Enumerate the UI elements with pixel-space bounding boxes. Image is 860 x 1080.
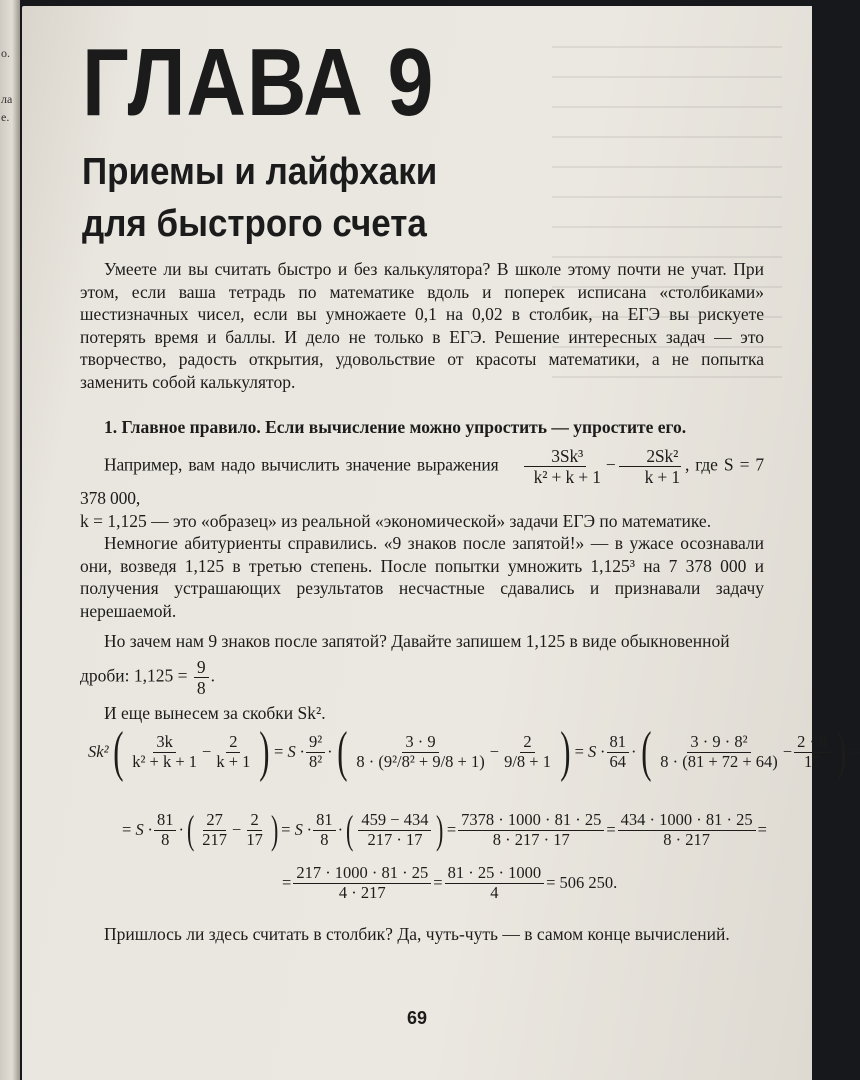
formula-line-1: Sk² ( $\frac{3k}{\text{k² + k + 1}}$ − $\frac{2}{k + 1}$ ) = S · $\frac{\text{9²}}{\text{8²}}$ · ( $\frac{3 \cdot 9}{\text{8 · (9²/8² + 9/8 + 1)}}$ − $\frac{2}{9/8 + 1}$ ) = S · $\frac{81}{64}$ · ( $\frac{\text{3 · 9 · 8²}}{8 \cdot (81 + 72 + 64)}$ − $\frac{2 \cdot 8}{17}$ ) = <box>88 721 860 783</box>
fraction: $\frac{\text{3Sk³}}{\text{k² + k + 1}}$ <box>507 446 604 487</box>
fraction: $\frac{2 \cdot 8}{17}$ <box>794 733 830 772</box>
fraction: $\frac{\text{3 · 9 · 8²}}{8 \cdot (81 + 72 + 64)}$ <box>660 731 778 771</box>
fraction: $\frac{81}{64}$ <box>607 733 630 772</box>
fraction-line: дроби: 1,125 = $\frac{9}{8}$ . <box>80 656 216 698</box>
fraction: $\frac{2}{9/8 + 1}$ <box>504 731 551 771</box>
fraction: $\frac{9}{8}$ <box>194 657 209 698</box>
fraction: $\frac{217 \cdot 1000 \cdot 81 \cdot 25}{4 \cdot 217}$ <box>293 864 431 903</box>
fraction: $\frac{81}{8}$ <box>154 811 177 850</box>
fraction-prefix: дроби: 1,125 = <box>80 665 188 686</box>
adjacent-text-fragment: ла <box>1 92 13 106</box>
fraction: $\frac{3 \cdot 9}{\text{8 · (9²/8² + 9/8 + 1)}}$ <box>356 731 485 771</box>
paragraph-why: Но зачем нам 9 знаков после запятой? Давайте запишем 1,125 в виде обыкновенной <box>104 631 730 652</box>
closing-sentence: Пришлось ли здесь считать в столбик? Да, чуть-чуть — в самом конце вычислений. <box>104 924 730 944</box>
page-number: 69 <box>406 1008 428 1028</box>
example-paragraph: Например, вам надо вычислить значение выражения $\frac{\text{3Sk³}}{\text{k² + k + 1}}$ − $\frac{\text{2Sk²}}{k + 1}$ , где S = 7 378 000, <box>80 446 764 509</box>
intro-paragraph <box>80 258 764 393</box>
section-body <box>80 446 764 725</box>
section-heading: 1. Главное правило. Если вычисление можно упростить — упростите его. <box>104 417 687 437</box>
formula-line-3: = $\frac{217 \cdot 1000 \cdot 81 \cdot 25}{4 \cdot 217}$ = $\frac{81 \cdot 25 \cdot 1000}{4}$ = 506 250. <box>282 863 618 902</box>
fraction: $\frac{27}{217}$ <box>202 809 228 849</box>
fraction: $\frac{81 \cdot 25 \cdot 1000}{4}$ <box>445 864 545 903</box>
adjacent-text-fragment: о. <box>1 46 10 60</box>
fraction: $\frac{\text{2Sk²}}{k + 1}$ <box>618 446 683 487</box>
fraction: $\frac{434 \cdot 1000 \cdot 81 \cdot 25}{8 \cdot 217}$ <box>618 811 756 850</box>
chapter-title: ГЛАВА 9 <box>82 29 435 136</box>
formula-line-2: = S · $\frac{81}{8}$ · ( $\frac{27}{217}$ − $\frac{2}{17}$ ) = S · $\frac{81}{8}$ · ( $\frac{459 - 434}{217 \cdot 17}$ ) = $\frac{7378 \cdot 1000 \cdot 81 \cdot 25}{8 \cdot 217 \cdot 17}$ = $\frac{434 \cdot 1000 \cdot 81 \cdot 25}{8 \cdot 217}$ = <box>122 807 767 852</box>
paragraph-few: Немногие абитуриенты справились. «9 знаков после запятой!» — в ужасе осознавали они, возведя 1,125 в третью степень. После попытки умножить 1,125³ на 7 378 000 и получения устрашающих результатов несчастные сдавались и признавали задачу нерешаемой. <box>80 533 764 621</box>
intro-text: Умеете ли вы считать быстро и без калькулятора? В школе этому почти не учат. При этом, если ваша тетрадь по математике вдоль и поперек исписана «столбиками» шестизначных чисел, если вы умножаете 0,1 на 0,02 в столбик, на ЕГЭ вы рискуете потерять время и баллы. И дело не только в ЕГЭ. Решение интересных задач — это творчество, радость открытия, удовольствие от красоты математики, а не попытка заменить собой калькулятор. <box>80 259 764 392</box>
fraction: $\frac{\text{9²}}{\text{8²}}$ <box>306 733 325 772</box>
fraction: $\frac{3k}{\text{k² + k + 1}}$ <box>132 731 197 771</box>
fraction: $\frac{2}{17}$ <box>246 809 263 849</box>
fraction: $\frac{2}{k + 1}$ <box>216 731 251 771</box>
example-suffix: , где S = 7 378 000, <box>80 454 764 509</box>
paragraph-bracket: И еще вынесем за скобки Sk². <box>104 703 326 723</box>
chapter-subtitle <box>82 146 468 250</box>
formula-result: = 506 250. <box>546 873 618 893</box>
fraction: $\frac{7378 \cdot 1000 \cdot 81 \cdot 25}{8 \cdot 217 \cdot 17}$ <box>458 811 604 850</box>
fraction: $\frac{81}{8}$ <box>313 811 336 850</box>
fraction: $\frac{459 - 434}{217 \cdot 17}$ <box>358 811 431 850</box>
example-line2: k = 1,125 — это «образец» из реальной «экономической» задачи ЕГЭ по математике. <box>80 510 712 531</box>
subtitle-line: Приемы и лайфхаки <box>82 151 438 193</box>
example-prefix: Например, вам надо вычислить значение выражения <box>104 454 499 475</box>
adjacent-page-edge <box>0 0 20 1080</box>
adjacent-text-fragment: е. <box>1 110 10 124</box>
subtitle-line: для быстрого счета <box>82 203 427 245</box>
book-page <box>22 6 860 1080</box>
